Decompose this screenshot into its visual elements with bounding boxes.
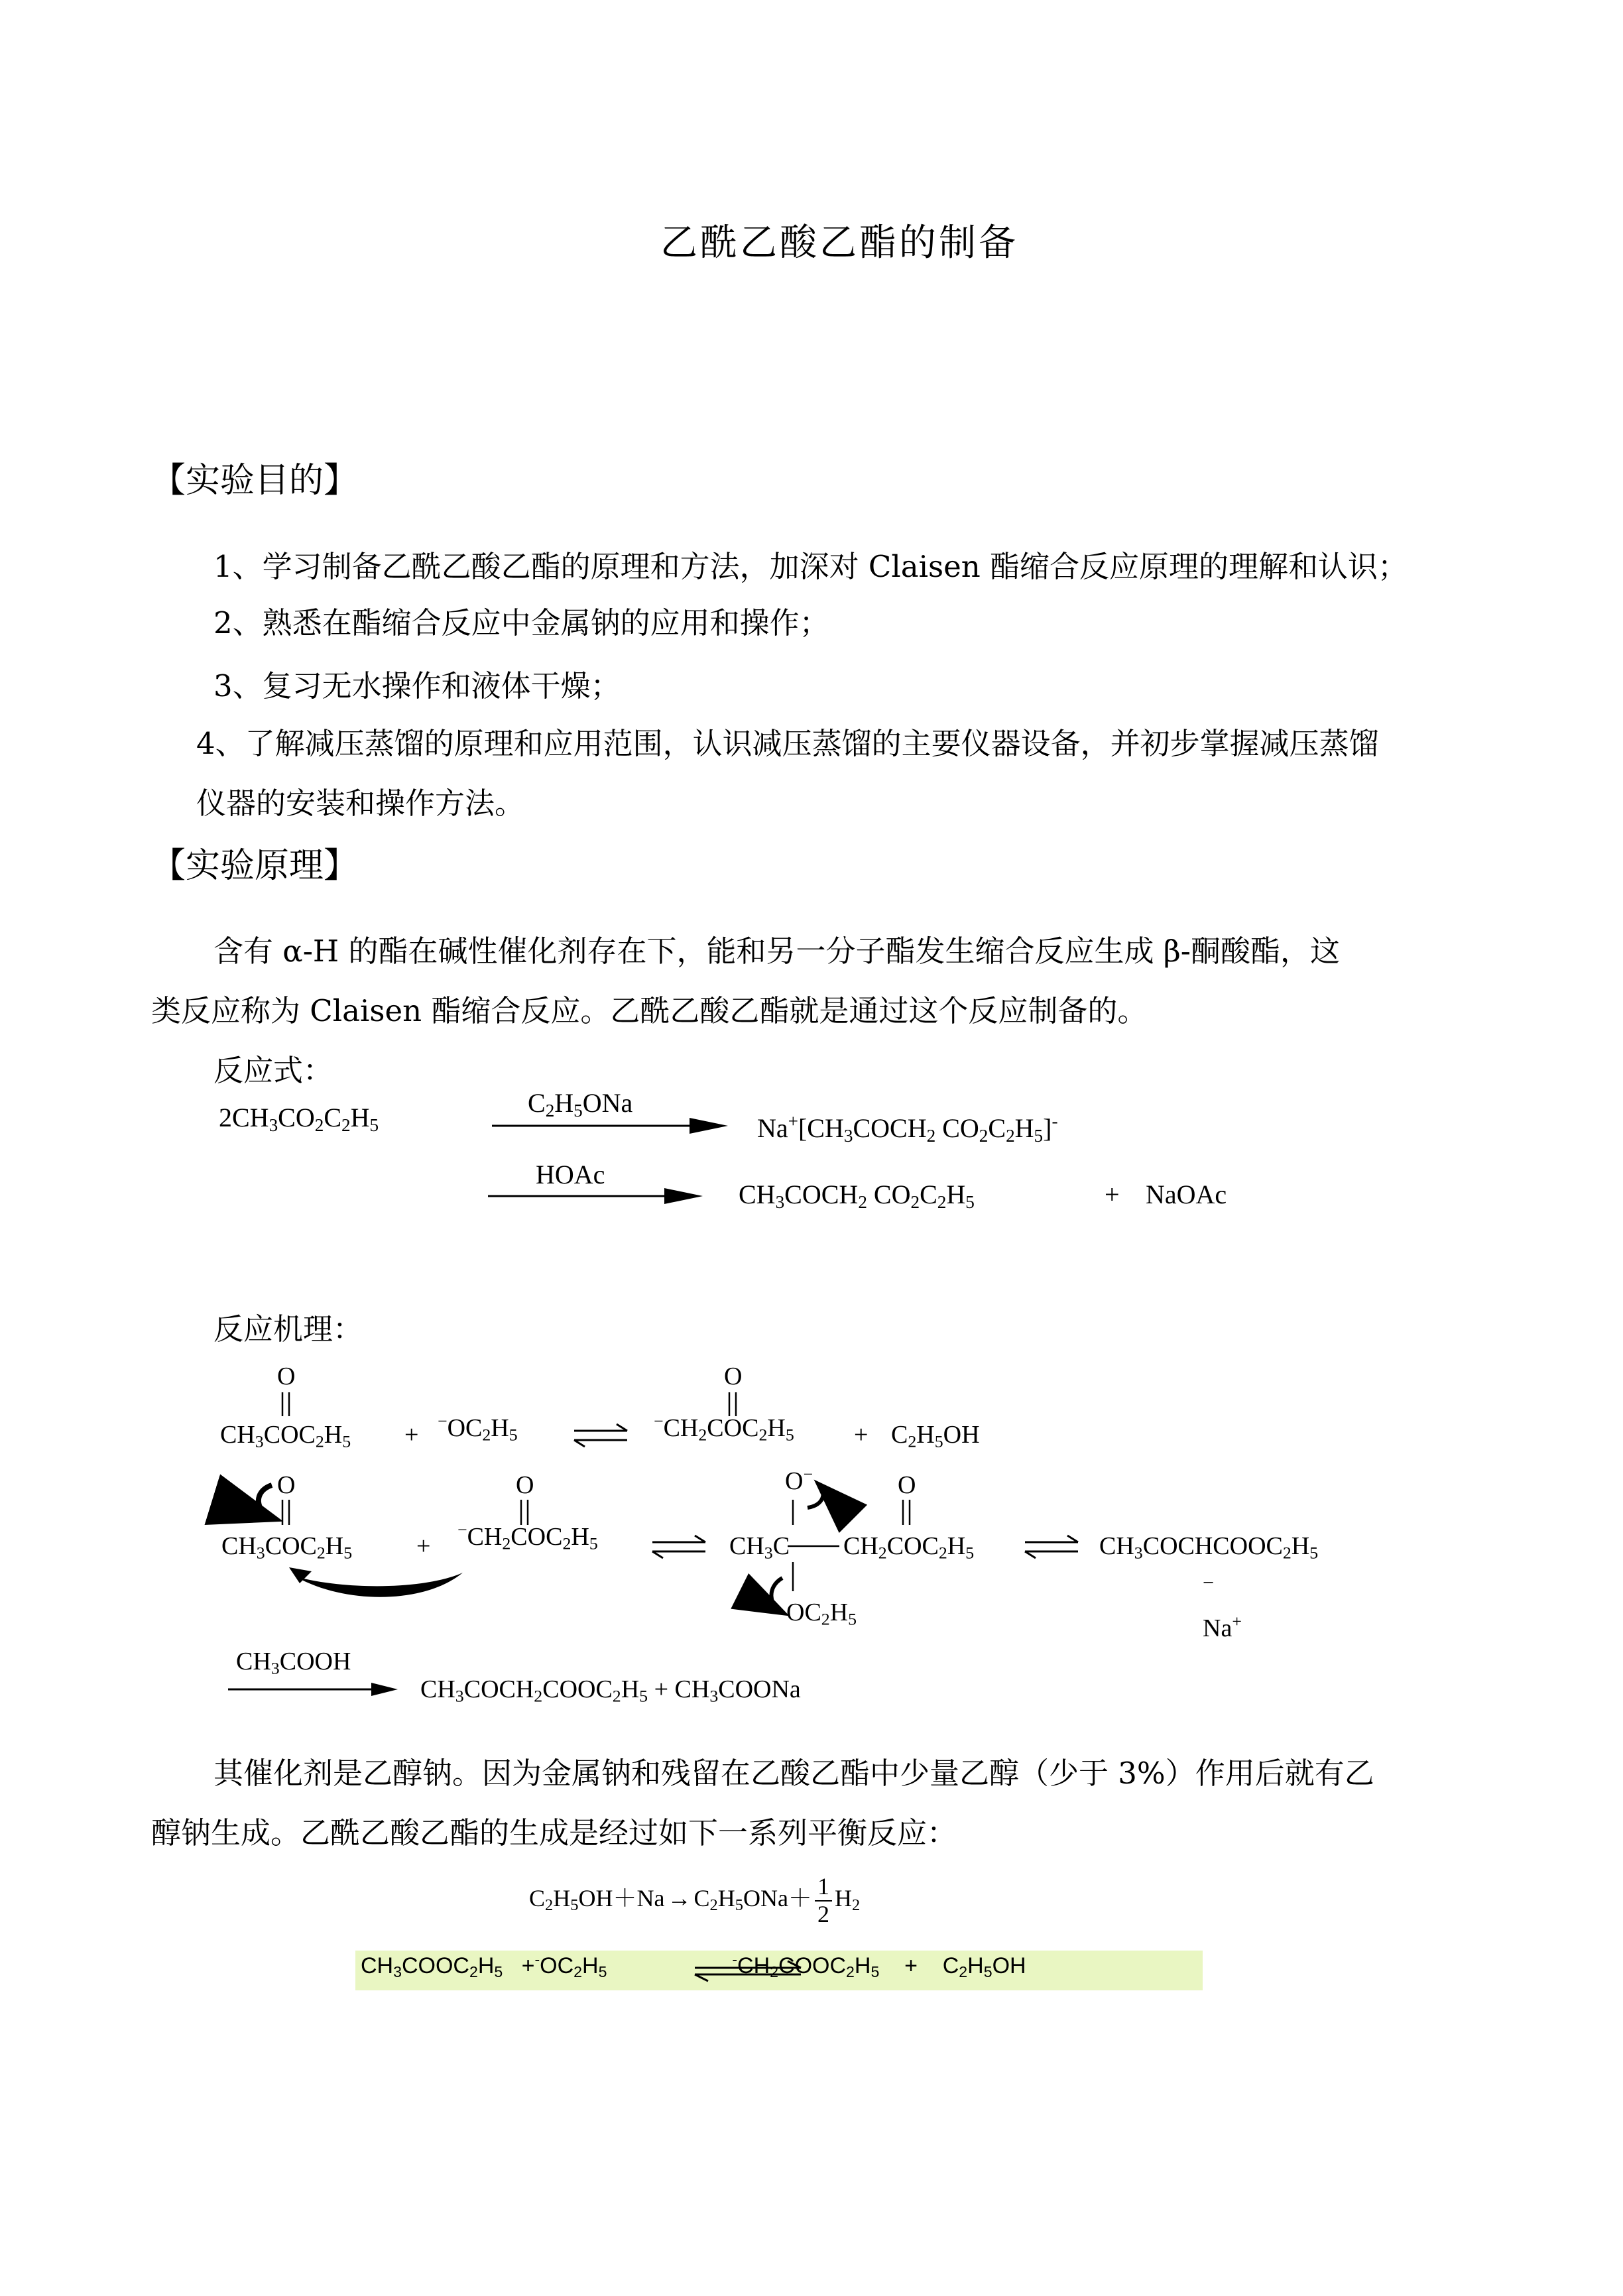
principle-para1-line2: 类反应称为 Claisen 酯缩合反应。乙酰乙酸乙酯就是通过这个反应制备的。 (151, 993, 1148, 1028)
mech2-ester: $CH_3COC_2H_5$ (221, 1532, 353, 1563)
reaction-label: 反应式： (213, 1053, 333, 1088)
mech2-intermediate-right: $CH_2COC_2H_5$ (843, 1532, 975, 1563)
intermediate-oxyanion: O− (785, 1464, 813, 1495)
fraction-denominator: 2 (817, 1900, 829, 1927)
principle-para1-line1: 含有 α-H 的酯在碱性催化剂存在下，能和另一分子酯发生缩合反应生成 β-酮酸酯，这 (213, 934, 1340, 969)
carbonyl-o: O (277, 1362, 296, 1390)
carbonyl-o: O (277, 1471, 296, 1499)
equilibrium-2: $CH_3COOC_2H_5 +^-OC_2H_5$ $^-CH_2COOC_2H_5$ + $C_2H_5OH$ (355, 1951, 1203, 1990)
mech2-intermediate-left: $CH_3C$ (729, 1532, 790, 1563)
reaction-arrow-2 (488, 1188, 703, 1204)
mech2-sodium: − Na+ (1203, 1571, 1242, 1643)
section-heading-objectives: 【实验目的】 (151, 461, 359, 501)
mech1-ethanol: $C_2H_5OH$ (891, 1421, 980, 1451)
reaction-reagent-acid: HOAc (536, 1160, 605, 1189)
mech3-reagent: $CH_3COOH$ (236, 1648, 351, 1678)
curved-arrows (259, 1485, 823, 1612)
mech2-intermediate-ethoxy: $OC_2H_5$ (786, 1599, 857, 1629)
mech3-product: $CH_3COCH_2COOC_2H_5$ + $CH_3COONa$ (420, 1675, 801, 1706)
fraction-numerator: 1 (815, 1874, 832, 1902)
carbonyl-o: O (724, 1362, 743, 1390)
equilibrium-1: $C_2H_5OH+Na \to C_2H_5ONa+$ $\frac{1}{2}$ $H_2$ (529, 1873, 861, 1927)
mech2-enolate: $^-CH_2COC_2H_5$ (457, 1520, 598, 1553)
reaction-reactant: $2CH_3CO_2C_2H_5$ (219, 1103, 379, 1135)
mech1-ethoxide: $^-OC_2H_5$ (438, 1411, 518, 1445)
reaction-arrow-1 (492, 1118, 728, 1134)
reaction-reagent-ethoxide: $C_2H_5ONa$ (528, 1088, 633, 1120)
reaction-byproduct: NaOAc (1146, 1179, 1227, 1209)
page-title: 乙酰乙酸乙酯的制备 (660, 221, 1018, 265)
reaction-product-salt: $Na^+[CH_3COCH_2$ $CO_2C_2H_5]^-$ (757, 1111, 1058, 1146)
objective-item-4-cont: 仪器的安装和操作方法。 (196, 786, 525, 821)
reaction-plus: + (1105, 1179, 1120, 1209)
reaction-arrow-3 (228, 1683, 398, 1696)
mech1-enolate: $^-CH_2COC_2H_5$ (654, 1411, 794, 1445)
mech1-plus: + (404, 1421, 419, 1449)
double-bonds (282, 1392, 910, 1591)
mech2-plus: + (416, 1532, 431, 1560)
highlight-equilibrium-arrow (695, 1961, 801, 1981)
objective-item-2: 2、熟悉在酯缩合反应中金属钠的应用和操作； (213, 605, 829, 640)
mech2-enolate-product: $CH_3COCHCOOC_2H_5$ (1099, 1532, 1319, 1563)
objective-item-3: 3、复习无水操作和液体干燥； (213, 668, 621, 703)
mech1-ester: $CH_3COC_2H_5$ (220, 1421, 351, 1451)
carbonyl-o: O (898, 1471, 916, 1499)
section-heading-principle: 【实验原理】 (151, 846, 359, 886)
mech1-plus2: + (854, 1421, 869, 1449)
equilibrium-arrows (574, 1424, 1078, 1558)
mechanism-label: 反应机理： (213, 1311, 363, 1347)
objective-item-1: 1、学习制备乙酰乙酸乙酯的原理和方法，加深对 Claisen 酯缩合反应原理的理解和认识； (213, 549, 1408, 584)
carbonyl-o: O (516, 1471, 534, 1499)
objective-item-4: 4、了解减压蒸馏的原理和应用范围，认识减压蒸馏的主要仪器设备，并初步掌握减压蒸馏 (196, 726, 1379, 761)
principle-para2-line1: 其催化剂是乙醇钠。因为金属钠和残留在乙酸乙酯中少量乙醇（少于 3%）作用后就有乙 (213, 1756, 1374, 1791)
reaction-product-ester: $CH_3COCH_2$ $CO_2C_2H_5$ (739, 1179, 975, 1212)
principle-para2-line2: 醇钠生成。乙酰乙酸乙酯的生成是经过如下一系列平衡反应： (151, 1815, 957, 1850)
